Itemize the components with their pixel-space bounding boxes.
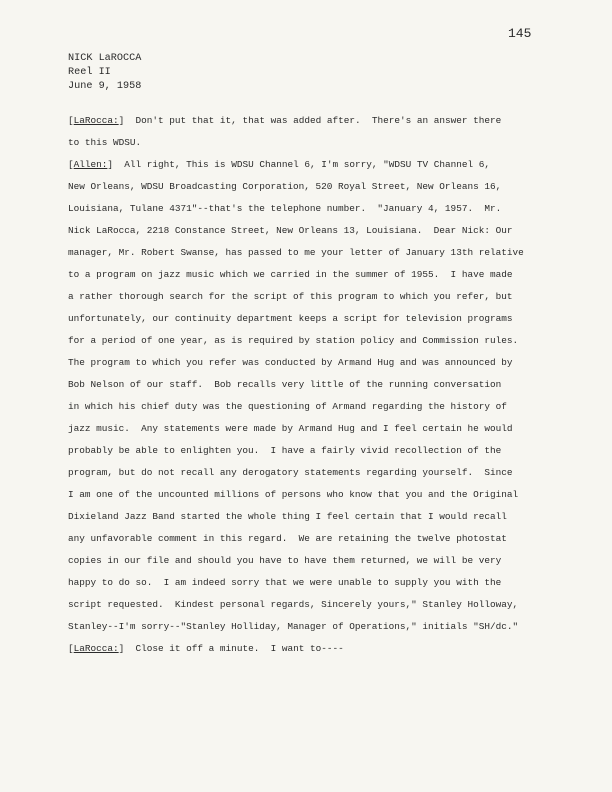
header-reel: Reel II — [68, 67, 111, 78]
line-text: Dixieland Jazz Band started the whole thing I feel certain that I would recall — [68, 511, 507, 522]
speaker-label-larocca: LaRocca: — [73, 643, 119, 654]
line-text: any unfavorable comment in this regard. We are retaining the twelve photostat — [68, 533, 507, 544]
transcript-line — [68, 242, 558, 264]
transcript-line — [68, 396, 558, 418]
header-block — [68, 52, 141, 94]
line-text: script requested. Kindest personal regards, Sincerely yours," Stanley Holloway, — [68, 599, 519, 610]
transcript-line — [68, 484, 558, 506]
line-text: probably be able to enlighten you. I have a fairly vivid recollection of the — [68, 445, 502, 456]
transcript-line — [68, 506, 558, 528]
transcript-line — [68, 528, 558, 550]
line-text: All right, This is WDSU Channel 6, I'm sorry, "WDSU TV Channel 6, — [124, 159, 490, 170]
speaker-label-allen: Allen: — [73, 159, 108, 170]
speaker-label-larocca: LaRocca: — [73, 115, 119, 126]
line-text: Stanley--I'm sorry--"Stanley Holliday, Manager of Operations," initials "SH/dc." — [68, 621, 519, 632]
line-text: Nick LaRocca, 2218 Constance Street, New Orleans 13, Louisiana. Dear Nick: Our — [68, 225, 513, 236]
line-text: manager, Mr. Robert Swanse, has passed to me your letter of January 13th relative — [68, 247, 524, 258]
transcript-line — [68, 264, 558, 286]
transcript-line — [68, 550, 558, 572]
line-text: Bob Nelson of our staff. Bob recalls very little of the running conversation — [68, 379, 502, 390]
line-text: jazz music. Any statements were made by Armand Hug and I feel certain he would — [68, 423, 513, 434]
transcript-line — [68, 198, 558, 220]
transcript-line — [68, 594, 558, 616]
transcript-line — [68, 616, 558, 638]
transcript-line — [68, 418, 558, 440]
line-text: happy to do so. I am indeed sorry that we were unable to supply you with the — [68, 577, 502, 588]
line-text: Louisiana, Tulane 4371"--that's the telephone number. "January 4, 1957. Mr. — [68, 203, 502, 214]
line-text: The program to which you refer was conducted by Armand Hug and was announced by — [68, 357, 513, 368]
line-text: to a program on jazz music which we carried in the summer of 1955. I have made — [68, 269, 513, 280]
line-text: to this WDSU. — [68, 137, 142, 148]
transcript-line — [68, 440, 558, 462]
transcript-line — [68, 220, 558, 242]
line-text: in which his chief duty was the questioning of Armand regarding the history of — [68, 401, 507, 412]
transcript-line — [68, 176, 558, 198]
page-number: 145 — [508, 26, 532, 41]
transcript-line: [LaRocca:] Close it off a minute. I want to---- — [68, 643, 344, 654]
line-text: program, but do not recall any derogatory statements regarding yourself. Since — [68, 467, 513, 478]
transcript-line — [68, 330, 558, 352]
transcript-line — [68, 572, 558, 594]
header-name: NICK LaROCCA — [68, 53, 142, 64]
transcript-line — [68, 132, 558, 154]
line-text: Close it off a minute. I want to---- — [135, 643, 344, 654]
transcript-line — [68, 286, 558, 308]
transcript-line: [Allen:] All right, This is WDSU Channel 6, I'm sorry, "WDSU TV Channel 6, — [68, 159, 490, 170]
transcript-line: [LaRocca:] Don't put that it, that was added after. There's an answer there — [68, 115, 502, 126]
transcript-line — [68, 462, 558, 484]
line-text: a rather thorough search for the script of this program to which you refer, but — [68, 291, 513, 302]
transcript-line — [68, 352, 558, 374]
line-text: New Orleans, WDSU Broadcasting Corporation, 520 Royal Street, New Orleans 16, — [68, 181, 502, 192]
transcript-line — [68, 308, 558, 330]
transcript-body — [68, 110, 558, 660]
transcript-line — [68, 374, 558, 396]
line-text: Don't put that it, that was added after. There's an answer there — [135, 115, 502, 126]
header-date: June 9, 1958 — [68, 81, 142, 92]
line-text: for a period of one year, as is required by station policy and Commission rules. — [68, 335, 519, 346]
line-text: unfortunately, our continuity department keeps a script for television programs — [68, 313, 513, 324]
line-text: I am one of the uncounted millions of persons who know that you and the Original — [68, 489, 519, 500]
line-text: copies in our file and should you have to have them returned, we will be very — [68, 555, 502, 566]
